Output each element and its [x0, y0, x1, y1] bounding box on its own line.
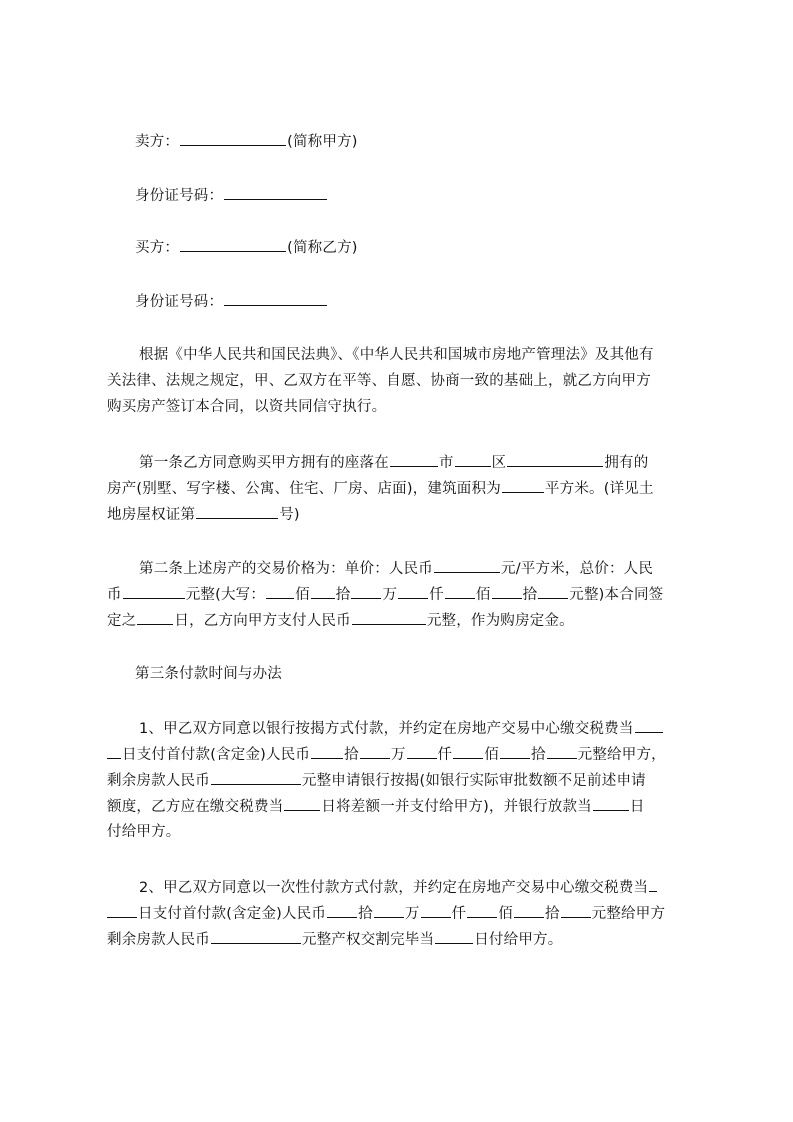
item2-line-2 [107, 903, 665, 924]
article1-city-label: 市 [438, 455, 454, 471]
item2-l2-4: 佰 [498, 906, 513, 922]
article3-title: 第三条付款时间与办法 [135, 666, 282, 682]
buyer-id-blank[interactable] [224, 291, 327, 306]
tax-day-blank[interactable] [635, 718, 663, 733]
amount-digit-blank[interactable] [467, 903, 497, 918]
amount-digit-blank[interactable] [453, 744, 483, 759]
article2-l2-3: 拾 [335, 587, 351, 603]
amount-digit-blank[interactable] [547, 744, 577, 759]
article1-line-1 [139, 452, 648, 473]
seller-id-blank[interactable] [224, 185, 327, 200]
preamble-line-2: 关法律、法规之规定，甲、乙双方在平等、自愿、协商一致的基础上，就乙方向甲方 [107, 373, 651, 389]
article1-line-2 [107, 478, 654, 499]
item1-l2-1: 拾 [344, 747, 359, 763]
article2-line-2 [107, 584, 663, 605]
item1-l2-4: 佰 [484, 747, 499, 763]
buyer-label: 买方： [135, 240, 180, 256]
item1-l3-b: 元整申请银行按揭(如银行实际审批数额不足前述申请 [301, 773, 646, 789]
article2-line-3 [107, 610, 574, 631]
amount-digit-blank[interactable] [311, 744, 343, 759]
deposit-day-blank[interactable] [137, 610, 173, 625]
article2-text-a: 第二条上述房产的交易价格为：单价：人民币 [139, 561, 433, 577]
article1-text-a: 第一条乙方同意购买甲方拥有的座落在 [139, 455, 389, 471]
preamble-line-3: 购买房产签订本合同，以资共同信守执行。 [107, 399, 387, 415]
seller-note: (简称甲方) [287, 134, 358, 150]
article2-text-b: 元/平方米，总价：人民 [501, 561, 654, 577]
item2-l1-text: 2、甲乙双方同意以一次性付款方式付款，并约定在房地产交易中心缴交税费当 [139, 880, 649, 896]
amount-digit-blank[interactable] [351, 584, 381, 599]
article2-l2-8: 元整)本合同签 [569, 587, 664, 603]
item1-line-1 [139, 718, 664, 739]
article1-line2-text: 房产(别墅、写字楼、公寓、住宅、厂房、店面)，建筑面积为 [107, 481, 501, 497]
article2-l3-b: 日，乙方向甲方支付人民币 [174, 613, 351, 629]
preamble-line-1: 根据《中华人民共和国民法典》、《中华人民共和国城市房地产管理法》及其他有 [139, 347, 654, 363]
area-blank[interactable] [502, 478, 544, 493]
seller-id-label: 身份证号码： [135, 188, 224, 204]
item1-l1-text: 1、甲乙双方同意以银行按揭方式付款，并约定在房地产交易中心缴交税费当 [139, 721, 634, 737]
amount-digit-blank[interactable] [311, 584, 335, 599]
article2-l2-5: 仟 [429, 587, 444, 603]
item2-l2-6: 元整给甲方 [591, 906, 666, 922]
item1-l2-3: 仟 [437, 747, 453, 763]
item2-line-3 [107, 929, 562, 950]
amount-digit-blank[interactable] [500, 744, 530, 759]
article2-l2-4: 万 [382, 587, 398, 603]
article2-l2-1: 元整(大写： [185, 587, 266, 603]
article2-l2-0: 币 [107, 587, 122, 603]
remaining-amount-blank[interactable] [211, 929, 301, 944]
difference-day-blank[interactable] [284, 796, 320, 811]
amount-digit-blank[interactable] [445, 584, 475, 599]
amount-digit-blank[interactable] [374, 903, 404, 918]
item1-line-5: 付给甲方。 [107, 824, 181, 840]
item2-l3-c: 日付给甲方。 [474, 932, 563, 948]
item1-line-4 [107, 796, 645, 817]
item2-l3-b: 元整产权交割完毕当 [301, 932, 435, 948]
article2-l2-7: 拾 [522, 587, 538, 603]
tax-day-blank-cont[interactable] [107, 744, 121, 759]
item2-l2-2: 万 [404, 906, 420, 922]
buyer-line [135, 237, 358, 258]
item2-line-1 [139, 877, 658, 898]
amount-digit-blank[interactable] [421, 903, 451, 918]
article2-l3-c: 元整，作为购房定金。 [426, 613, 574, 629]
item2-l2-0: 日支付首付款(含定金)人民币 [138, 906, 327, 922]
seller-label: 卖方： [135, 134, 180, 150]
article1-line-3 [107, 504, 300, 525]
item1-l4-c: 日 [629, 799, 645, 815]
deposit-amount-blank[interactable] [352, 610, 426, 625]
city-blank[interactable] [390, 452, 438, 467]
item1-l3-a: 剩余房款人民币 [107, 773, 210, 789]
amount-digit-blank[interactable] [266, 584, 294, 599]
item1-l2-2: 万 [390, 747, 406, 763]
item2-l2-3: 仟 [451, 906, 467, 922]
article1-line3-text: 地房屋权证第 [107, 507, 196, 523]
article2-l2-6: 佰 [475, 587, 491, 603]
article1-district-label: 区 [491, 455, 507, 471]
seller-name-blank[interactable] [180, 131, 286, 146]
buyer-name-blank[interactable] [180, 237, 286, 252]
item2-l2-1: 拾 [358, 906, 373, 922]
tax-day-blank-cont[interactable] [107, 903, 137, 918]
district-blank[interactable] [455, 452, 491, 467]
item1-l2-5: 拾 [530, 747, 546, 763]
amount-digit-blank[interactable] [398, 584, 428, 599]
item1-l4-a: 额度，乙方应在缴交税费当 [107, 799, 284, 815]
amount-digit-blank[interactable] [561, 903, 591, 918]
item1-l2-6: 元整给甲方， [577, 747, 666, 763]
item1-l4-b: 日将差额一并支付给甲方)，并银行放款当 [321, 799, 592, 815]
article1-area-unit: 平方米。(详见土 [544, 481, 654, 497]
buyer-note: (简称乙方) [287, 240, 358, 256]
amount-digit-blank[interactable] [407, 744, 437, 759]
seller-id-line [135, 185, 328, 206]
amount-digit-blank[interactable] [327, 903, 357, 918]
article2-l3-a: 定之 [107, 613, 137, 629]
article2-line-1 [139, 558, 653, 579]
seller-line [135, 131, 358, 152]
tax-day-blank[interactable] [649, 877, 657, 892]
buyer-id-label: 身份证号码： [135, 294, 224, 310]
total-price-blank[interactable] [123, 584, 185, 599]
remaining-amount-blank[interactable] [211, 770, 301, 785]
article2-l2-2: 佰 [295, 587, 310, 603]
item2-l2-5: 拾 [544, 906, 560, 922]
amount-digit-blank[interactable] [538, 584, 568, 599]
certificate-number-blank[interactable] [196, 504, 278, 519]
item2-l3-a: 剩余房款人民币 [107, 932, 210, 948]
location-blank[interactable] [507, 452, 603, 467]
article1-text-d: 拥有的 [604, 455, 649, 471]
amount-digit-blank[interactable] [514, 903, 544, 918]
amount-digit-blank[interactable] [360, 744, 390, 759]
amount-digit-blank[interactable] [492, 584, 522, 599]
loan-day-blank[interactable] [593, 796, 629, 811]
buyer-id-line [135, 291, 328, 312]
unit-price-blank[interactable] [434, 558, 500, 573]
article1-line3-end: 号) [279, 507, 300, 523]
item1-line-3 [107, 770, 646, 791]
payment-day-blank[interactable] [435, 929, 473, 944]
item1-line-2 [107, 744, 666, 765]
item1-l2-0: 日支付首付款(含定金)人民币 [122, 747, 311, 763]
